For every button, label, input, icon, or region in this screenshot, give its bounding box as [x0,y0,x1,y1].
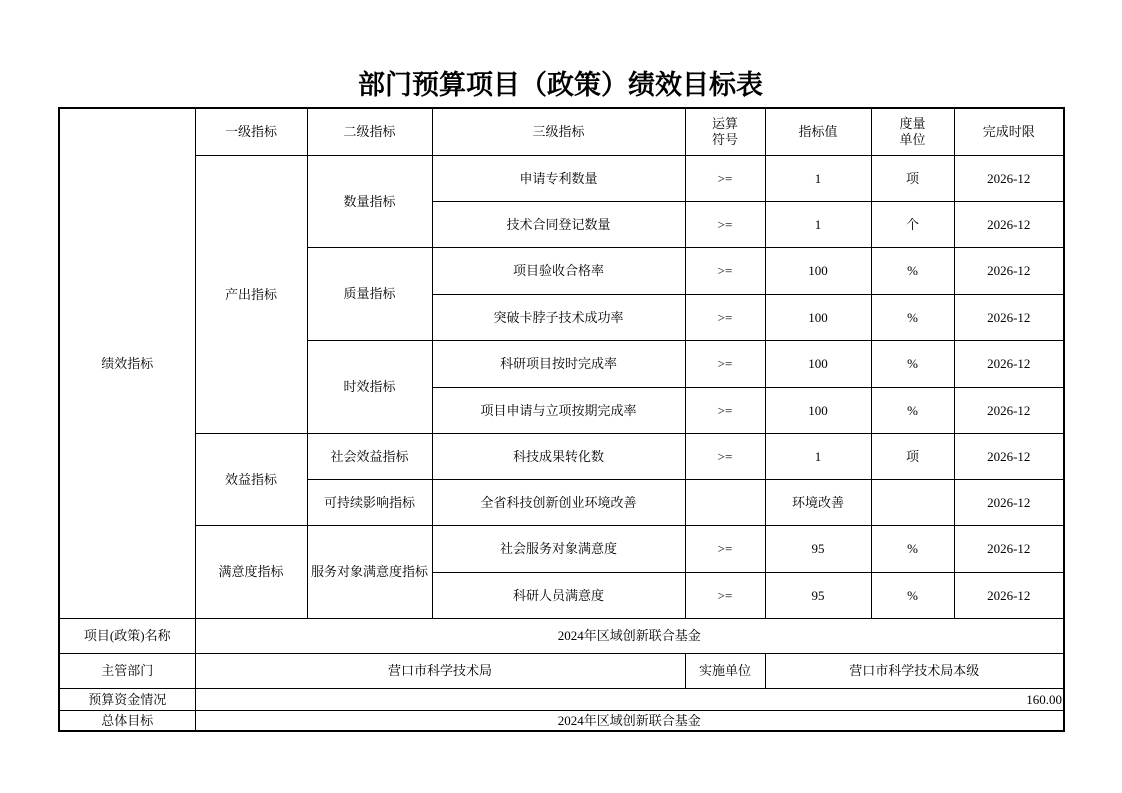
deadline-cell: 2026-12 [954,340,1064,387]
level2-cell: 可持续影响指标 [307,479,432,525]
project-name-label: 项目(政策)名称 [59,618,195,653]
header-deadline: 完成时限 [954,108,1064,155]
unit-cell: 个 [871,201,954,247]
operator-cell: >= [685,387,765,433]
deadline-cell: 2026-12 [954,525,1064,572]
department-label: 主管部门 [59,653,195,688]
unit-cell: % [871,572,954,618]
indicator-cell: 申请专利数量 [432,155,685,201]
operator-cell: >= [685,294,765,340]
unit-cell: 项 [871,433,954,479]
project-name-row [59,618,1064,653]
indicator-cell: 科技成果转化数 [432,433,685,479]
operator-cell: >= [685,201,765,247]
operator-cell: >= [685,340,765,387]
value-cell: 100 [765,294,871,340]
operator-cell: >= [685,155,765,201]
department-value: 营口市科学技术局 [195,653,685,688]
value-cell: 1 [765,433,871,479]
unit-cell: 项 [871,155,954,201]
header-unit [871,108,954,155]
header-unit-label: 度量单位 [899,115,926,147]
budget-label: 预算资金情况 [59,688,195,710]
goal-row [59,710,1064,731]
value-cell: 95 [765,525,871,572]
value-cell: 100 [765,247,871,294]
unit-cell: % [871,294,954,340]
deadline-cell: 2026-12 [954,201,1064,247]
implementer-label: 实施单位 [685,653,765,688]
operator-cell: >= [685,433,765,479]
operator-cell [685,479,765,525]
header-row [59,108,1064,155]
level2-cell: 数量指标 [307,155,432,247]
header-level2: 二级指标 [307,108,432,155]
value-cell: 环境改善 [765,479,871,525]
section-label: 绩效指标 [59,108,195,618]
table-row [59,155,1064,201]
goal-value: 2024年区域创新联合基金 [195,710,1064,731]
deadline-cell: 2026-12 [954,433,1064,479]
indicator-cell: 项目验收合格率 [432,247,685,294]
unit-cell: % [871,340,954,387]
deadline-cell: 2026-12 [954,479,1064,525]
indicator-cell: 技术合同登记数量 [432,201,685,247]
table-row [59,433,1064,479]
value-cell: 100 [765,340,871,387]
value-cell: 95 [765,572,871,618]
level2-cell: 服务对象满意度指标 [307,525,432,618]
deadline-cell: 2026-12 [954,572,1064,618]
header-level3: 三级指标 [432,108,685,155]
level2-cell: 社会效益指标 [307,433,432,479]
level1-cell: 效益指标 [195,433,307,525]
page-title: 部门预算项目（政策）绩效目标表 [358,70,763,100]
table-row [59,525,1064,572]
deadline-cell: 2026-12 [954,247,1064,294]
value-cell: 1 [765,201,871,247]
unit-cell: % [871,247,954,294]
unit-cell [871,479,954,525]
project-name-value: 2024年区域创新联合基金 [195,618,1064,653]
value-cell: 1 [765,155,871,201]
indicator-cell: 突破卡脖子技术成功率 [432,294,685,340]
header-value: 指标值 [765,108,871,155]
indicator-cell: 科研项目按时完成率 [432,340,685,387]
performance-table [58,107,1065,732]
level2-cell: 时效指标 [307,340,432,433]
level2-cell: 质量指标 [307,247,432,340]
header-operator [685,108,765,155]
level1-cell: 产出指标 [195,155,307,433]
unit-cell: % [871,525,954,572]
department-row [59,653,1064,688]
deadline-cell: 2026-12 [954,155,1064,201]
header-level1: 一级指标 [195,108,307,155]
budget-row [59,688,1064,710]
deadline-cell: 2026-12 [954,387,1064,433]
indicator-cell: 社会服务对象满意度 [432,525,685,572]
implementer-value: 营口市科学技术局本级 [765,653,1064,688]
operator-cell: >= [685,525,765,572]
level1-cell: 满意度指标 [195,525,307,618]
goal-label: 总体目标 [59,710,195,731]
indicator-cell: 科研人员满意度 [432,572,685,618]
unit-cell: % [871,387,954,433]
deadline-cell: 2026-12 [954,294,1064,340]
indicator-cell: 项目申请与立项按期完成率 [432,387,685,433]
operator-cell: >= [685,247,765,294]
indicator-cell: 全省科技创新创业环境改善 [432,479,685,525]
operator-cell: >= [685,572,765,618]
budget-value: 160.00 [195,688,1064,710]
value-cell: 100 [765,387,871,433]
header-operator-label: 运算符号 [711,115,738,147]
